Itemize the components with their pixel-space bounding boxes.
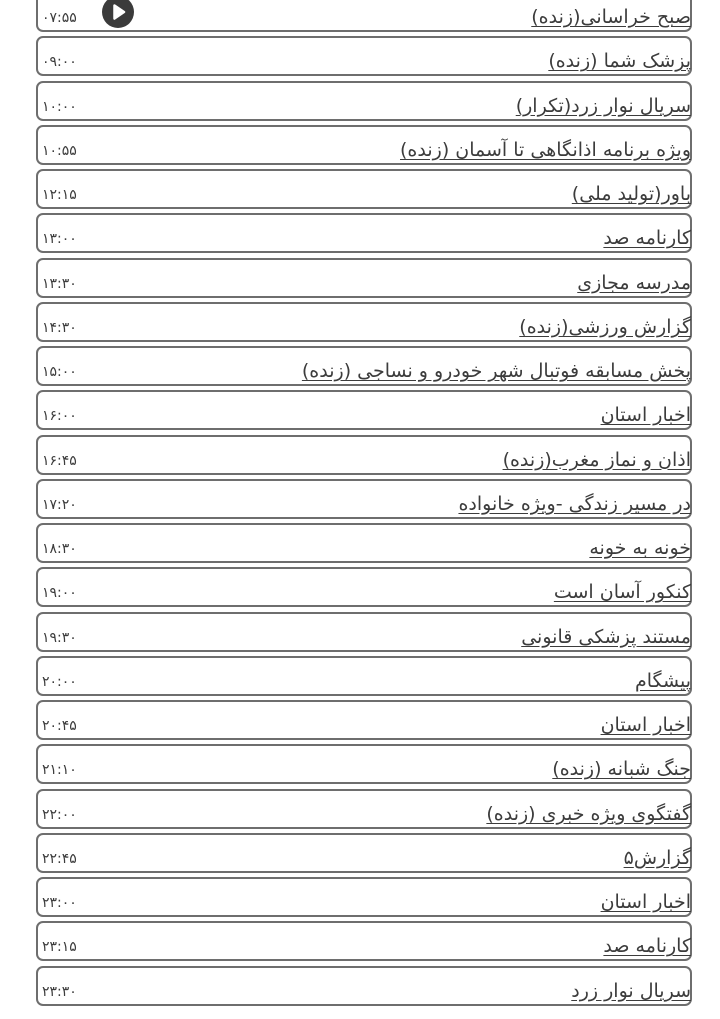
program-title[interactable]: مستند پزشکی قانونی: [521, 625, 691, 648]
program-time: ۱۷:۲۰: [42, 496, 77, 513]
program-time: ۱۸:۳۰: [42, 541, 77, 557]
program-time: ۰۹:۰۰: [42, 54, 77, 71]
program-title[interactable]: باور(تولید ملی): [571, 183, 691, 205]
program-time: ۲۲:۰۰: [42, 806, 77, 823]
schedule-item[interactable]: [36, 258, 692, 298]
schedule-item[interactable]: [36, 479, 692, 519]
program-title[interactable]: سریال نوار زرد: [571, 979, 691, 1002]
program-title[interactable]: گزارش ورزشی(زنده): [519, 315, 691, 338]
schedule-item[interactable]: [36, 390, 692, 430]
schedule-item[interactable]: [36, 0, 692, 32]
program-time: ۱۹:۰۰: [42, 585, 77, 602]
schedule-list: [36, 0, 692, 1010]
program-title[interactable]: مدرسه مجازی: [577, 271, 691, 294]
schedule-item[interactable]: [36, 656, 692, 696]
program-title[interactable]: کارنامه صد: [603, 227, 691, 250]
program-title[interactable]: در مسیر زندگی -ویژه خانواده: [458, 492, 691, 515]
program-title[interactable]: ویژه برنامه اذانگاهی تا آسمان (زنده): [400, 138, 691, 161]
program-time: ۲۳:۱۵: [42, 939, 77, 956]
program-time: ۲۰:۴۵: [42, 718, 77, 734]
program-time: ۲۱:۱۰: [42, 762, 77, 779]
schedule-item[interactable]: [36, 700, 692, 740]
schedule-item[interactable]: [36, 213, 692, 253]
program-title[interactable]: کنکور آسان است: [553, 581, 691, 604]
program-title[interactable]: سریال نوار زرد(تکرار): [515, 94, 691, 117]
program-time: ۱۴:۳۰: [42, 319, 77, 336]
program-title[interactable]: گزارش۵: [623, 846, 691, 869]
schedule-item[interactable]: [36, 125, 692, 165]
schedule-item[interactable]: [36, 921, 692, 961]
program-title[interactable]: اخبار استان: [600, 891, 691, 913]
schedule-item[interactable]: [36, 966, 692, 1006]
program-title[interactable]: پزشک شما (زنده): [548, 50, 691, 73]
schedule-item[interactable]: [36, 36, 692, 76]
schedule-item[interactable]: [36, 744, 692, 784]
schedule-item[interactable]: [36, 833, 692, 873]
schedule-item[interactable]: [36, 435, 692, 475]
program-title[interactable]: خونه به خونه: [589, 537, 691, 559]
program-time: ۱۳:۳۰: [42, 275, 77, 292]
program-time: ۱۶:۴۵: [42, 452, 77, 469]
program-time: ۱۵:۰۰: [42, 364, 77, 380]
schedule-item[interactable]: [36, 302, 692, 342]
program-title[interactable]: اخبار استان: [600, 404, 691, 427]
program-time: ۱۰:۵۵: [42, 142, 77, 159]
schedule-item[interactable]: [36, 81, 692, 121]
program-time: ۱۶:۰۰: [42, 408, 77, 425]
program-time: ۱۰:۰۰: [42, 98, 77, 115]
program-time: ۰۷:۵۵: [42, 10, 77, 26]
program-title[interactable]: جنگ شبانه (زنده): [552, 758, 691, 781]
program-time: ۱۹:۳۰: [42, 629, 77, 646]
schedule-item[interactable]: [36, 567, 692, 607]
schedule-item[interactable]: [36, 346, 692, 386]
program-title[interactable]: گفتگوی ویژه خبری (زنده): [486, 802, 691, 825]
program-time: ۲۲:۴۵: [42, 850, 77, 867]
schedule-item[interactable]: [36, 523, 692, 563]
schedule-item[interactable]: [36, 877, 692, 917]
program-title[interactable]: کارنامه صد: [603, 935, 691, 958]
play-icon: [102, 0, 134, 28]
program-time: ۲۳:۰۰: [42, 895, 77, 911]
program-title[interactable]: اذان و نماز مغرب(زنده): [502, 448, 691, 471]
schedule-item[interactable]: [36, 169, 692, 209]
program-title[interactable]: پخش مسابقه فوتبال شهر خودرو و نساجی (زنده): [301, 360, 691, 382]
schedule-item[interactable]: [36, 612, 692, 652]
program-time: ۲۳:۳۰: [42, 983, 77, 1000]
play-button[interactable]: [102, 0, 134, 28]
program-title[interactable]: صبح خراسانی(زنده): [531, 6, 691, 28]
program-title[interactable]: اخبار استان: [600, 714, 691, 736]
program-title[interactable]: پیشگام: [634, 669, 691, 692]
program-time: ۱۲:۱۵: [42, 187, 77, 203]
program-time: ۲۰:۰۰: [42, 673, 77, 690]
schedule-item[interactable]: [36, 789, 692, 829]
program-time: ۱۳:۰۰: [42, 231, 77, 248]
